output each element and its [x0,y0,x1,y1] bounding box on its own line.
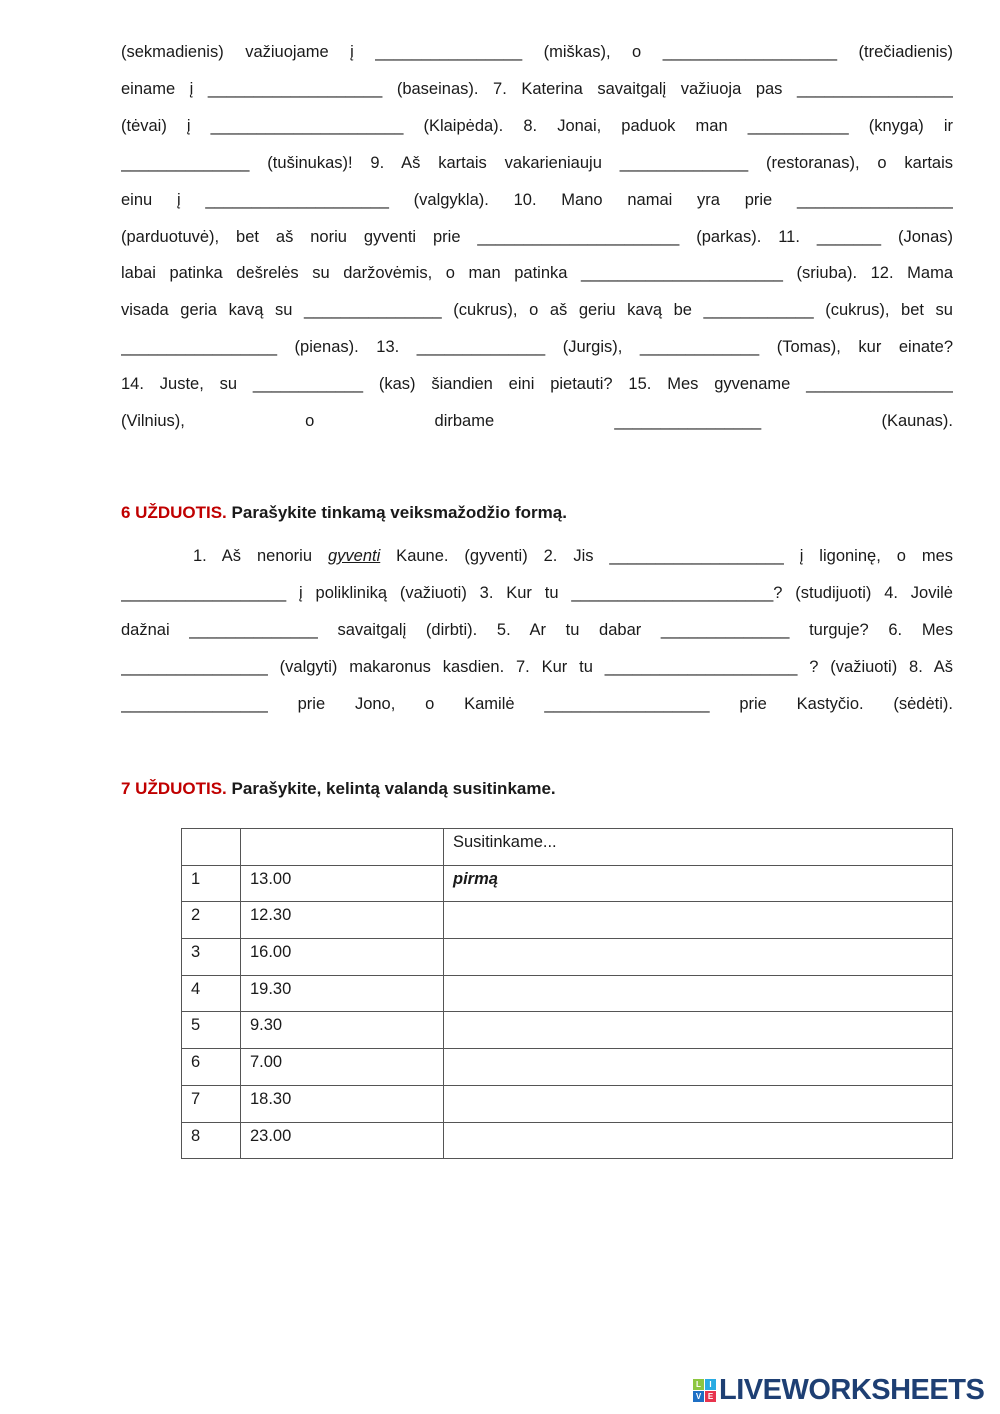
table-row [182,1122,953,1159]
sentence-text: __________________ į polikliniką (važiuoti) 3. Kur tu ______________________? (studijuoti) 4. Jovilė [121,583,953,602]
time-cell: 16.00 [241,939,444,976]
text-line [121,371,953,397]
exercise-number: 7 UŽDUOTIS. [121,779,227,798]
sentence-text: einu į ____________________ (valgykla). 10. Mano namai yra prie _________________ [121,190,953,209]
table-header-row [182,829,953,866]
logo-letter-tile: E [705,1391,716,1402]
sentence-text: dažnai ______________ savaitgalį (dirbti). 5. Ar tu dabar ______________ turguje? 6. Mes [121,620,953,639]
row-number: 3 [182,939,241,976]
row-number: 2 [182,902,241,939]
example-answer: gyventi [327,547,381,565]
text-line [121,76,953,102]
table-row [182,865,953,902]
answer-cell[interactable] [444,975,953,1012]
sentence-text: _________________ (pienas). 13. ______________ (Jurgis), _____________ (Tomas), kur einate? [121,338,953,357]
sentence-text: labai patinka dešrelės su daržovėmis, o man patinka ______________________ (sriuba). 12. Mama [121,264,953,283]
table-row [182,1049,953,1086]
sentence-text: ________________ (valgyti) makaronus kasdien. 7. Kur tu _____________________ ? (važiuoti) 8. Aš [121,657,953,676]
sentence-text: (sekmadienis) važiuojame į ________________ (miškas), o ___________________ (trečiadienis) [121,43,953,61]
time-cell: 19.30 [241,975,444,1012]
time-cell: 12.30 [241,902,444,939]
meeting-time-table [181,828,953,1159]
time-cell: 23.00 [241,1122,444,1159]
exercise-instruction: Parašykite tinkamą veiksmažodžio formą. [231,503,567,522]
logo-letter-tile: V [693,1391,704,1402]
exercise-6-heading [121,503,567,523]
time-cell: 7.00 [241,1049,444,1086]
sentence-text: ________________ prie Jono, o Kamilė __________________ prie Kastyčio. (sėdėti). [121,694,953,713]
text-line [121,224,953,250]
answer-cell[interactable] [444,1049,953,1086]
text-line [121,150,953,176]
table-row [182,975,953,1012]
answer-cell[interactable] [444,1122,953,1159]
answer-cell[interactable] [444,1085,953,1122]
table-row [182,902,953,939]
sentence-text: ______________ (tušinukas)! 9. Aš kartais vakarieniauju ______________ (restoranas), o kartais [121,153,953,172]
text-line [193,543,953,569]
text-line [121,617,953,643]
time-cell: 13.00 [241,865,444,902]
sentence-text: (parduotuvė), bet aš noriu gyventi prie ______________________ (parkas). 11. _______ (Jonas) [121,227,953,246]
text-line [121,260,953,286]
column-header: Susitinkame... [444,829,953,866]
live-logo-icon [693,1379,716,1402]
table-row [182,939,953,976]
logo-text: LIVEWORKSHEETS [719,1374,985,1406]
text-line [121,187,953,213]
sentence-text: Kaune. (gyventi) 2. Jis ___________________ į ligoninę, o mes [380,547,953,565]
sentence-text: (tėvai) į _____________________ (Klaipėda). 8. Jonai, paduok man ___________ (knyga) ir [121,116,953,135]
text-line [121,39,953,65]
row-number: 7 [182,1085,241,1122]
text-line [121,654,953,680]
text-line [121,297,953,323]
row-number [182,829,241,866]
sentence-text: (Vilnius), o dirbame ________________ (Kaunas). [121,412,953,430]
row-number: 4 [182,975,241,1012]
answer-cell[interactable]: pirmą [444,865,953,902]
exercise-number: 6 UŽDUOTIS. [121,503,227,522]
time-cell: 18.30 [241,1085,444,1122]
answer-cell[interactable] [444,902,953,939]
answer-cell[interactable] [444,939,953,976]
row-number: 1 [182,865,241,902]
exercise-instruction: Parašykite, kelintą valandą susitinkame. [231,779,556,798]
sentence-text: einame į ___________________ (baseinas). 7. Katerina savaitgalį važiuoja pas _________________ [121,79,953,98]
row-number: 8 [182,1122,241,1159]
text-line [121,580,953,606]
text-line [121,691,953,717]
answer-cell[interactable] [444,1012,953,1049]
table-row [182,1085,953,1122]
time-cell [241,829,444,866]
text-line [121,113,953,139]
exercise-7-heading [121,779,556,799]
liveworksheets-logo [693,1374,984,1407]
sentence-text: 14. Juste, su ____________ (kas) šiandien eini pietauti? 15. Mes gyvename ________________ [121,375,953,394]
time-cell: 9.30 [241,1012,444,1049]
sentence-text: 1. Aš nenoriu [193,547,328,565]
logo-letter-tile: L [693,1379,704,1390]
table-row [182,1012,953,1049]
text-line [121,334,953,360]
row-number: 5 [182,1012,241,1049]
sentence-text: visada geria kavą su _______________ (cukrus), o aš geriu kavą be ____________ (cukrus), bet su [121,301,953,320]
logo-letter-tile: I [705,1379,716,1390]
row-number: 6 [182,1049,241,1086]
text-line [121,408,953,434]
